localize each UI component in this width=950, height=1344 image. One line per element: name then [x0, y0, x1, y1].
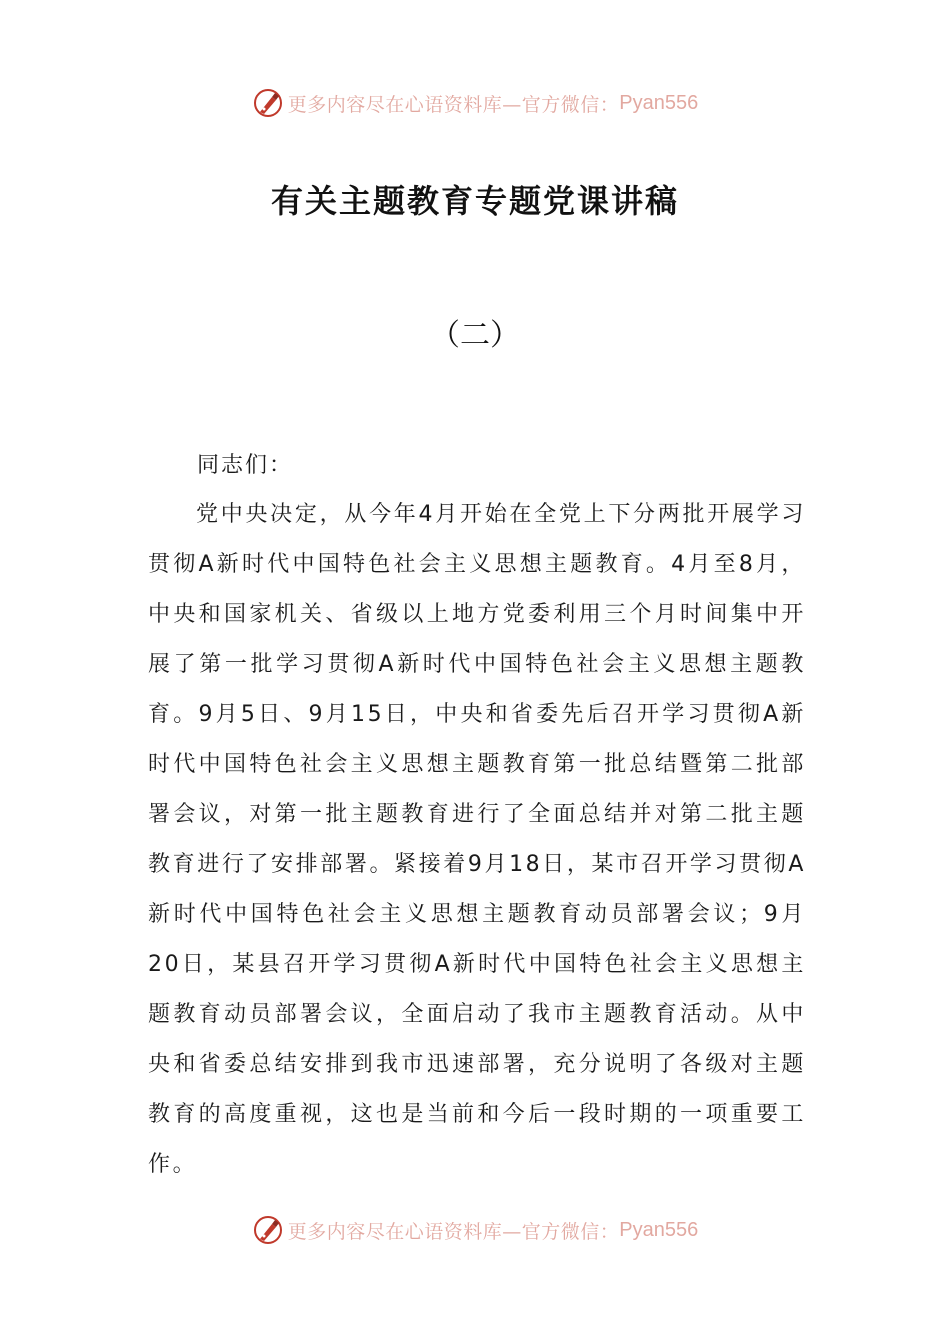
pen-nib-logo-icon	[252, 87, 284, 119]
salutation: 同志们：	[197, 453, 294, 478]
pen-nib-logo-icon	[252, 1214, 284, 1246]
header-watermark-banner	[0, 85, 950, 121]
footer-watermark-banner	[0, 1212, 950, 1248]
wechat-id: Pyan556	[619, 91, 699, 114]
wechat-id: Pyan556	[619, 1218, 699, 1241]
banner-text: 更多内容尽在心语资料库—官方微信：	[287, 1220, 620, 1243]
document-title: 有关主题教育专题党课讲稿	[270, 182, 679, 220]
banner-text: 更多内容尽在心语资料库—官方微信：	[287, 93, 620, 116]
body-paragraph: 党中央决定，从今年4月开始在全党上下分两批开展学习贯彻A新时代中国特色社会主义思想主题教育。4月至8月，中央和国家机关、省级以上地方党委利用三个月时间集中开展了第一批学习贯彻A新时代中国特色社会主义思想主题教育。9月5日、9月15日，中央和省委先后召开学习贯彻A新时代中国特色社会主义思想主题教育第一批总结暨第二批部署会议，对第一批主题教育进行了全面总结并对第二批主题教育进行了安排部署。紧接着9月18日，某市召开学习贯彻A新时代中国特色社会主义思想主题教育动员部署会议；9月20日，某县召开学习贯彻A新时代中国特色社会主义思想主题教育动员部署会议，全面启动了我市主题教育活动。从中央和省委总结安排到我市迅速部署，充分说明了各级对主题教育的高度重视，这也是当前和今后一段时期的一项重要工作。	[148, 502, 806, 1177]
document-subtitle: （二）	[430, 318, 520, 353]
